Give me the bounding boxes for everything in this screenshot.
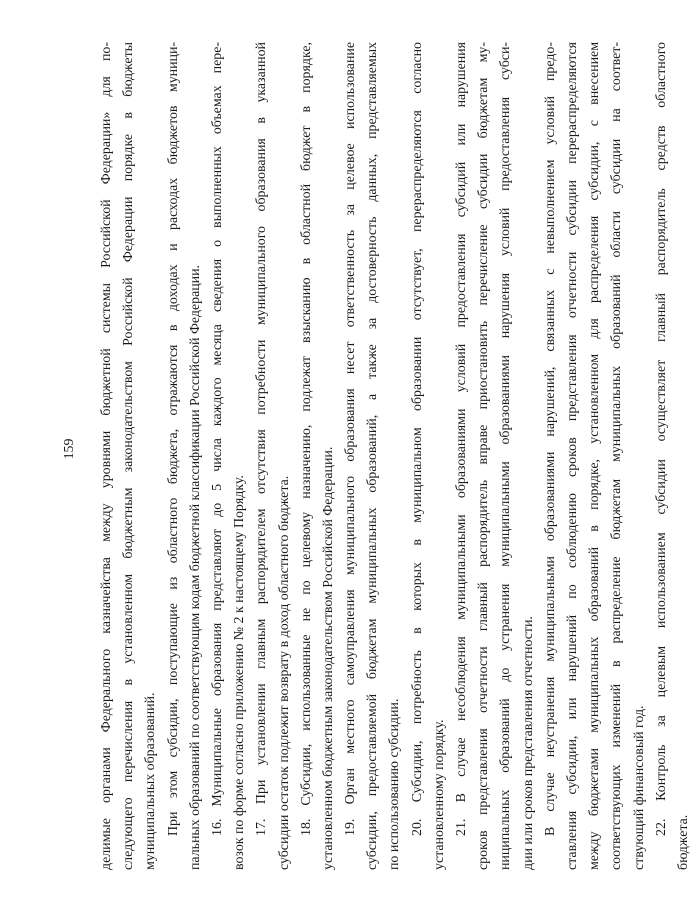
text-line: ставления субсидии, или нарушений по соблюдению сроков представления отчетности субсидии перераспределяются [564, 42, 580, 870]
text-line: 19. Орган местного самоуправления муниципального образования несет ответственность за целевое использование [343, 42, 359, 836]
text-line: делимые органами Федерального казначейства между уровнями бюджетной системы Российской Федерации» для по- [99, 42, 114, 870]
text-line: 18. Субсидии, использованные не по целевому назначению, подлежат взысканию в областной бюджет в порядке, [298, 42, 314, 836]
text-line: ствующий финансовый год. [631, 705, 647, 870]
text-line: бюджета. [675, 814, 691, 870]
document-body [96, 42, 691, 870]
text-line: соответствующих изменений в распределение бюджетам муниципальных образований области субсидии на соответ- [609, 42, 625, 870]
text-line: по использованию субсидии. [387, 698, 403, 870]
text-line: 22. Контроль за целевым использованием субсидии осуществляет главный распорядитель средств областного [653, 42, 669, 836]
text-line: При этом субсидии, поступающие из областного бюджета, отражаются в доходах и расходах бюджетов муници- [165, 42, 181, 836]
text-line: муниципальных образований. [143, 692, 159, 870]
text-line: 16. Муниципальные образования представляют до 5 числа каждого месяца сведения о выполненных объемах пере- [209, 42, 225, 836]
text-line: 20. Субсидии, потребность в которых в муниципальном образовании отсутствует, перераспределяются согласно [409, 42, 425, 836]
text-line: возок по форме согласно приложению № 2 к настоящему Порядку. [232, 475, 248, 870]
text-line: пальных образований по соответствующим кодам бюджетной классификации Российской Федерации. [187, 264, 203, 870]
text-line: между бюджетами муниципальных образований в порядке, установленном для распределения субсидии, с внесением [587, 42, 603, 870]
text-line: субсидии, предоставляемой бюджетам муниципальных образований, а также за достоверность данных, представляемых [365, 42, 381, 870]
text-line: В случае неустранения муниципальными образованиями нарушений, связанных с невыполнением условий предо- [542, 42, 558, 836]
page-number: 159 [62, 438, 77, 460]
text-line: следующего перечисления в установленном бюджетным законодательством Российской Федерации порядке в бюджеты [121, 42, 137, 870]
text-line: 17. При установлении главным распорядителем отсутствия потребности муниципального образования в указанной [254, 42, 270, 836]
text-line: 21. В случае несоблюдения муниципальными образованиями условий предоставления субсидий или нарушения [454, 42, 469, 836]
text-line: ниципальных образований до устранения муниципальными образованиями нарушения условий предоставления субси- [498, 42, 514, 870]
text-line: сроков представления отчетности главный распорядитель вправе приостановить перечисление субсидии бюджетам му- [476, 42, 492, 870]
text-line: установленном бюджетным законодательством Российской Федерации. [320, 446, 336, 870]
text-line: субсидии остаток подлежит возврату в доход областного бюджета. [276, 475, 292, 870]
text-line: установленному порядку. [431, 719, 447, 870]
text-line: дии или сроков представления отчетности. [520, 616, 536, 870]
